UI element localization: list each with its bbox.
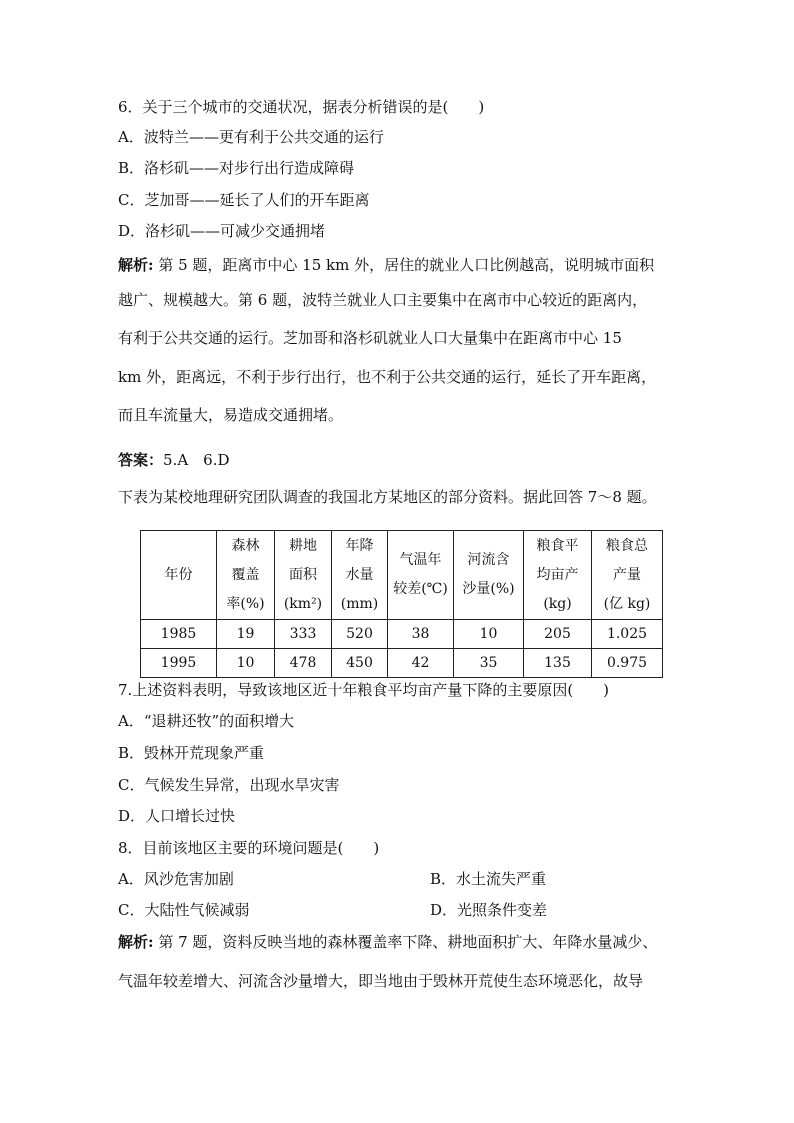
header-text: 耕地 (289, 537, 317, 554)
header-text: 均亩产 (536, 566, 579, 583)
header-text: (km²) (283, 595, 323, 612)
table-cell: 1.025 (592, 620, 663, 649)
q7-option-a: A．“退耕还牧”的面积增大 (118, 712, 295, 730)
analysis1-line: 越广、规模越大。第 6 题，波特兰就业人口主要集中在离市中心较近的距离内， (118, 291, 648, 309)
table-row (141, 649, 663, 678)
table-cell: 10 (217, 649, 275, 678)
table-cell: 38 (388, 620, 454, 649)
header-text: (kg) (543, 595, 572, 612)
column-header (275, 531, 332, 620)
table-header-row (141, 531, 663, 620)
analysis-text: 第 5 题，距离市中心 15 km 外，居住的就业人口比例越高，说明城市面积 (158, 256, 655, 274)
column-header (388, 531, 454, 620)
q6-option-b: B．洛杉矶——对步行出行造成障碍 (118, 159, 355, 177)
column-header (454, 531, 524, 620)
analysis1-line (118, 255, 654, 275)
analysis2-line (118, 932, 657, 952)
table-cell: 135 (524, 649, 592, 678)
answer1 (118, 450, 230, 470)
analysis-text: 第 7 题，资料反映当地的森林覆盖率下降、耕地面积扩大、年降水量减少、 (158, 933, 658, 951)
header-text: 粮食平 (536, 537, 579, 554)
table-cell: 520 (332, 620, 388, 649)
column-header (332, 531, 388, 620)
analysis1-line: km 外，距离远，不利于步行出行，也不利于公共交通的运行，延长了开车距离， (118, 368, 657, 386)
header-text: 较差(℃) (393, 581, 448, 597)
q6-stem: 6．关于三个城市的交通状况，据表分析错误的是( ) (118, 98, 485, 116)
table-cell: 333 (275, 620, 332, 649)
header-text: 气温年 (399, 552, 442, 568)
q8-option-b: B．水土流失严重 (430, 870, 547, 888)
q8-stem: 8．目前该地区主要的环境问题是( ) (118, 839, 380, 857)
table-cell: 35 (454, 649, 524, 678)
table-cell: 10 (454, 620, 524, 649)
analysis-label: 解析: (118, 933, 154, 951)
q8-option-c: C．大陆性气候减弱 (118, 901, 250, 919)
header-text: 率(%) (226, 595, 265, 612)
q6-option-d: D．洛杉矶——可减少交通拥堵 (118, 222, 326, 240)
q7-option-c: C．气候发生异常，出现水旱灾害 (118, 776, 340, 794)
header-text: (亿 kg) (603, 595, 651, 612)
header-text: 粮食总 (606, 537, 648, 554)
analysis-label: 解析: (118, 256, 154, 274)
answer-label: 答案： (118, 451, 164, 469)
table-cell: 1985 (141, 620, 217, 649)
header-text: 产量 (613, 566, 641, 583)
q8-option-a: A．风沙危害加剧 (118, 870, 234, 888)
header-text: 森林 (231, 537, 260, 554)
header-text: 河流含 (467, 552, 510, 568)
data-table (140, 530, 663, 678)
analysis1-line: 有利于公共交通的运行。芝加哥和洛杉矶就业人口大量集中在距离市中心 15 (118, 329, 622, 347)
q7-option-d: D．人口增长过快 (118, 807, 236, 825)
table-intro: 下表为某校地理研究团队调查的我国北方某地区的部分资料。据此回答 7～8 题。 (118, 488, 657, 506)
analysis2-line: 气温年较差增大、河流含沙量增大，即当地由于毁林开荒使生态环境恶化，故导 (118, 972, 644, 990)
header-text: 覆盖 (231, 566, 260, 583)
table-cell: 478 (275, 649, 332, 678)
q7-option-b: B．毁林开荒现象严重 (118, 744, 265, 762)
header-text: 年份 (164, 566, 193, 583)
header-text: 面积 (289, 566, 317, 583)
header-text: 年降 (345, 537, 374, 554)
q7-stem: 7.上述资料表明，导致该地区近十年粮食平均亩产量下降的主要原因( ) (118, 681, 610, 699)
column-header (524, 531, 592, 620)
column-header (217, 531, 275, 620)
header-text: (mm) (340, 595, 379, 612)
table-cell: 19 (217, 620, 275, 649)
analysis1-line: 而且车流量大，易造成交通拥堵。 (118, 406, 344, 424)
table-cell: 450 (332, 649, 388, 678)
table-cell: 0.975 (592, 649, 663, 678)
table-cell: 1995 (141, 649, 217, 678)
q6-option-c: C．芝加哥——延长了人们的开车距离 (118, 191, 370, 209)
table-cell: 205 (524, 620, 592, 649)
table-cell: 42 (388, 649, 454, 678)
answer-value: 5.A 6.D (163, 451, 230, 469)
header-text: 水量 (345, 566, 374, 583)
column-header (141, 531, 217, 620)
table-row (141, 620, 663, 649)
column-header (592, 531, 663, 620)
q8-option-d: D．光照条件变差 (430, 901, 548, 919)
header-text: 沙量(%) (462, 581, 515, 597)
q6-option-a: A．波特兰——更有利于公共交通的运行 (118, 128, 384, 146)
